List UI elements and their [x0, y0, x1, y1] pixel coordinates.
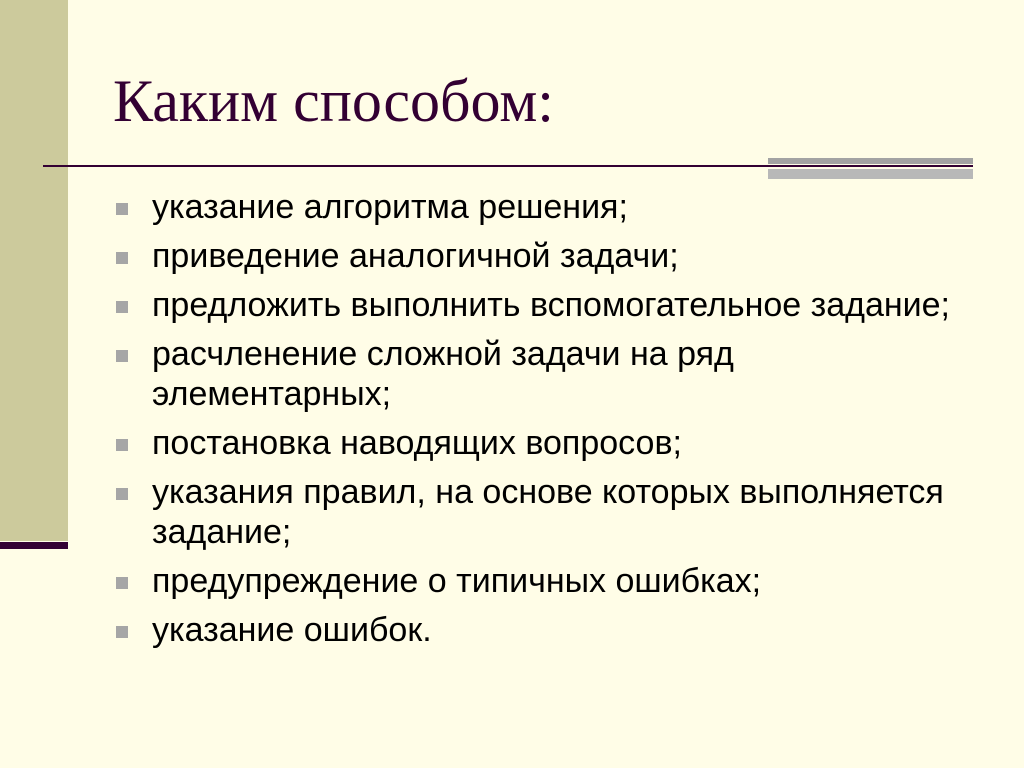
divider-accent-bar-top: [768, 158, 973, 164]
left-decor-band: [0, 0, 68, 541]
bullet-text: указание ошибок.: [152, 611, 432, 649]
slide-title: Каким способом:: [113, 68, 554, 134]
bullet-item: [116, 423, 970, 463]
bullet-text: указания правил, на основе которых выполняется задание;: [152, 473, 944, 551]
square-bullet-icon: [116, 577, 128, 589]
bullet-text: предложить выполнить вспомогательное задание;: [152, 286, 950, 324]
title-divider: [43, 165, 973, 167]
square-bullet-icon: [116, 252, 128, 264]
bullet-item: [116, 334, 970, 414]
bullet-text: расчленение сложной задачи на ряд элементарных;: [152, 335, 734, 413]
square-bullet-icon: [116, 439, 128, 451]
square-bullet-icon: [116, 203, 128, 215]
left-decor-bar: [0, 542, 68, 549]
square-bullet-icon: [116, 301, 128, 313]
bullet-item: [116, 236, 970, 276]
bullet-item: [116, 472, 970, 552]
bullet-text: предупреждение о типичных ошибках;: [152, 562, 762, 600]
bullet-item: [116, 561, 970, 601]
divider-accent-bar-bottom: [768, 169, 973, 179]
bullet-list: [116, 187, 970, 659]
square-bullet-icon: [116, 488, 128, 500]
square-bullet-icon: [116, 626, 128, 638]
bullet-item: [116, 285, 970, 325]
bullet-item: [116, 610, 970, 650]
bullet-item: [116, 187, 970, 227]
bullet-text: указание алгоритма решения;: [152, 188, 628, 226]
square-bullet-icon: [116, 350, 128, 362]
bullet-text: постановка наводящих вопросов;: [152, 424, 682, 462]
bullet-text: приведение аналогичной задачи;: [152, 237, 679, 275]
